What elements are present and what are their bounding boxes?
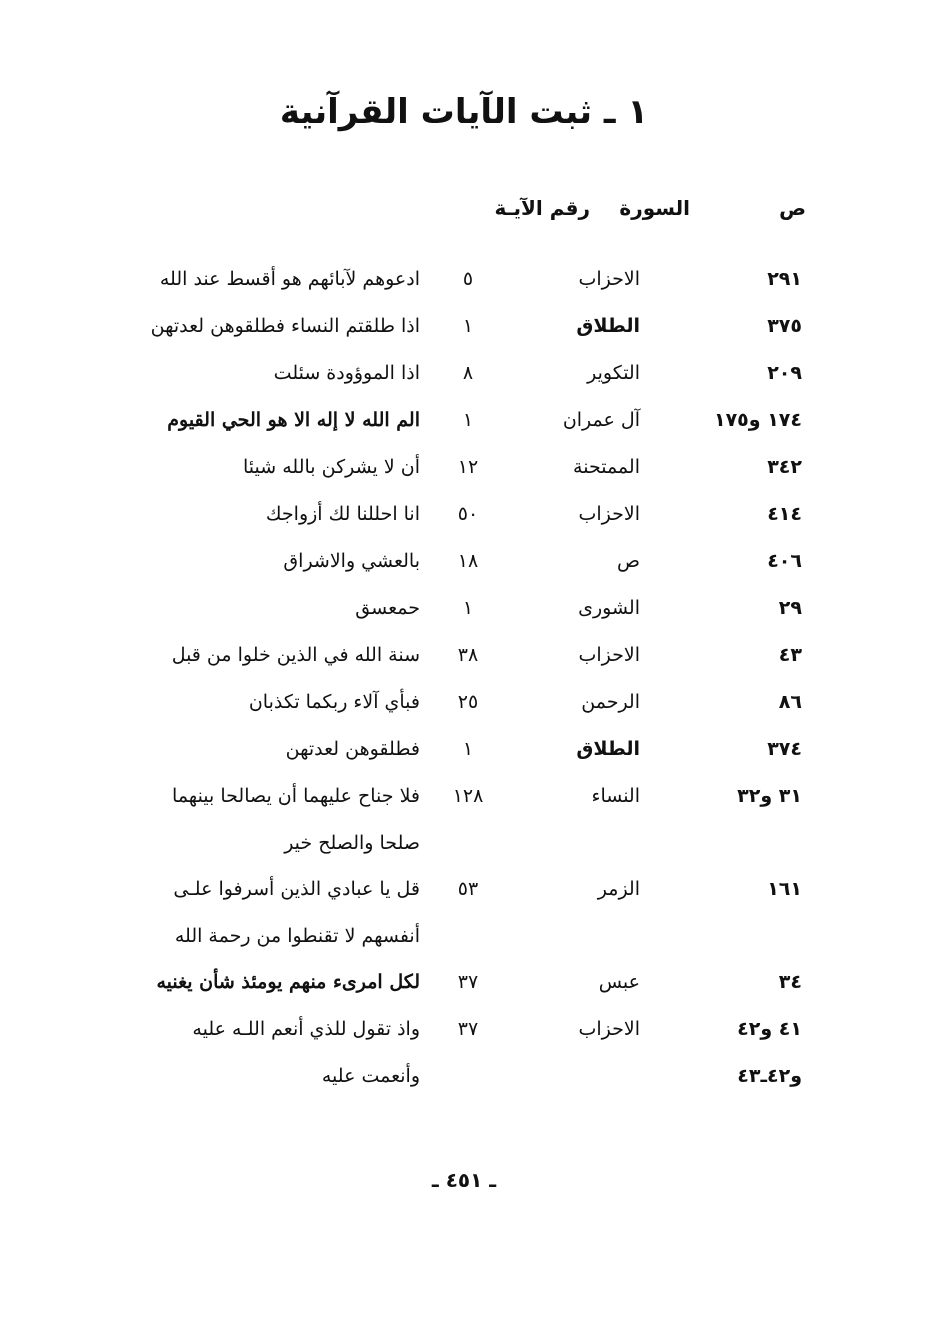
table-row-continuation xyxy=(0,925,928,971)
page-number-cell: ٢٠٩ xyxy=(767,362,802,384)
page-number-cell: ٢٩ xyxy=(778,597,802,619)
verse-text-cell: بالعشي والاشراق xyxy=(283,550,420,572)
verse-text-continuation: أنفسهم لا تقنطوا من رحمة الله xyxy=(174,925,420,947)
surah-cell: التكوير xyxy=(587,362,640,384)
table-row xyxy=(0,878,928,925)
page-number-cell: ١٧٤ و١٧٥ xyxy=(713,409,802,431)
page-number-cell: ٣٧٤ xyxy=(767,738,802,760)
verse-text-cell: الم الله لا إله الا هو الحي القيوم xyxy=(167,409,420,431)
page-number-cell: ٤١٤ xyxy=(767,503,802,525)
header-verse-number: رقم الآيـة xyxy=(494,196,590,220)
table-row-continuation xyxy=(0,1065,928,1111)
table-row-continuation xyxy=(0,832,928,878)
verse-number-cell: ١ xyxy=(462,597,474,619)
verse-text-cell: واذ تقول للذي أنعم اللـه عليه xyxy=(192,1018,420,1040)
table-row xyxy=(0,315,928,362)
table-row xyxy=(0,268,928,315)
page-number-cell: ٣٧٥ xyxy=(767,315,802,337)
verse-index-table xyxy=(0,268,928,1111)
verse-number-cell: ٨ xyxy=(462,362,474,384)
verse-text-cell: حمعسق xyxy=(355,597,420,619)
verse-number-cell: ٥٠ xyxy=(457,503,479,525)
verse-text-cell: انا احللنا لك أزواجك xyxy=(265,503,420,525)
page-title: ١ ـ ثبت الآيات القرآنية xyxy=(279,92,649,132)
surah-cell: الاحزاب xyxy=(578,644,640,666)
page-number-cell-extra: و٤٢ـ٤٣ xyxy=(737,1065,802,1087)
page-number-cell: ٨٦ xyxy=(778,691,802,713)
table-row xyxy=(0,503,928,550)
table-row xyxy=(0,456,928,503)
surah-cell: الاحزاب xyxy=(578,1018,640,1040)
verse-number-cell: ٣٧ xyxy=(457,971,479,993)
page-number-cell: ٣١ و٣٢ xyxy=(737,785,802,807)
page-number-cell: ٣٤٢ xyxy=(767,456,802,478)
verse-text-cell: فلا جناح عليهما أن يصالحا بينهما xyxy=(172,785,420,807)
table-row xyxy=(0,644,928,691)
table-row xyxy=(0,785,928,832)
verse-text-continuation: صلحا والصلح خير xyxy=(284,832,420,854)
verse-number-cell: ٥٣ xyxy=(457,878,479,900)
verse-number-cell: ١ xyxy=(462,409,474,431)
surah-cell: الممتحنة xyxy=(573,456,640,478)
verse-text-cell: ادعوهم لآبائهم هو أقسط عند الله xyxy=(159,268,420,290)
verse-number-cell: ١ xyxy=(462,315,474,337)
verse-number-cell: ١ xyxy=(462,738,474,760)
verse-text-continuation: وأنعمت عليه xyxy=(321,1065,420,1087)
verse-text-cell: قل يا عبادي الذين أسرفوا علـى xyxy=(173,878,420,900)
page-number-cell: ٣٤ xyxy=(778,971,802,993)
verse-text-cell: فطلقوهن لعدتهن xyxy=(285,738,420,760)
table-row xyxy=(0,597,928,644)
verse-number-cell: ٣٨ xyxy=(457,644,479,666)
verse-number-cell: ١٨ xyxy=(457,550,479,572)
page-number-cell: ٢٩١ xyxy=(767,268,802,290)
page-number-cell: ٤٣ xyxy=(778,644,802,666)
page-number: ـ ٤٥١ ـ xyxy=(431,1168,497,1192)
table-row xyxy=(0,971,928,1018)
surah-cell: الطلاق xyxy=(576,738,640,760)
verse-number-cell: ٢٥ xyxy=(457,691,479,713)
surah-cell: الزمر xyxy=(597,878,640,900)
table-row xyxy=(0,362,928,409)
table-row xyxy=(0,1018,928,1065)
surah-cell: الشورى xyxy=(578,597,640,619)
header-page: ص xyxy=(779,196,806,220)
verse-text-cell: اذا الموؤودة سئلت xyxy=(273,362,420,384)
page-number-cell: ١٦١ xyxy=(767,878,802,900)
verse-text-cell: سنة الله في الذين خلوا من قبل xyxy=(171,644,420,666)
surah-cell: آل عمران xyxy=(562,409,640,431)
surah-cell: الاحزاب xyxy=(578,503,640,525)
table-row xyxy=(0,691,928,738)
surah-cell: ص xyxy=(617,550,640,572)
surah-cell: عبس xyxy=(598,971,640,993)
surah-cell: الرحمن xyxy=(581,691,640,713)
page-number-cell: ٤٠٦ xyxy=(767,550,802,572)
verse-number-cell: ١٢ xyxy=(457,456,479,478)
verse-number-cell: ٣٧ xyxy=(457,1018,479,1040)
verse-number-cell: ١٢٨ xyxy=(452,785,484,807)
verse-text-cell: اذا طلقتم النساء فطلقوهن لعدتهن xyxy=(150,315,420,337)
surah-cell: الاحزاب xyxy=(578,268,640,290)
verse-text-cell: أن لا يشركن بالله شيئا xyxy=(243,456,420,478)
table-row xyxy=(0,550,928,597)
table-row xyxy=(0,409,928,456)
surah-cell: النساء xyxy=(591,785,640,807)
page-number-cell: ٤١ و٤٢ xyxy=(737,1018,802,1040)
verse-text-cell: لكل امرىء منهم يومئذ شأن يغنيه xyxy=(156,971,420,993)
verse-text-cell: فبأي آلاء ربكما تكذبان xyxy=(248,691,420,713)
surah-cell: الطلاق xyxy=(576,315,640,337)
header-surah: السورة xyxy=(619,196,690,220)
table-row xyxy=(0,738,928,785)
verse-number-cell: ٥ xyxy=(462,268,474,290)
